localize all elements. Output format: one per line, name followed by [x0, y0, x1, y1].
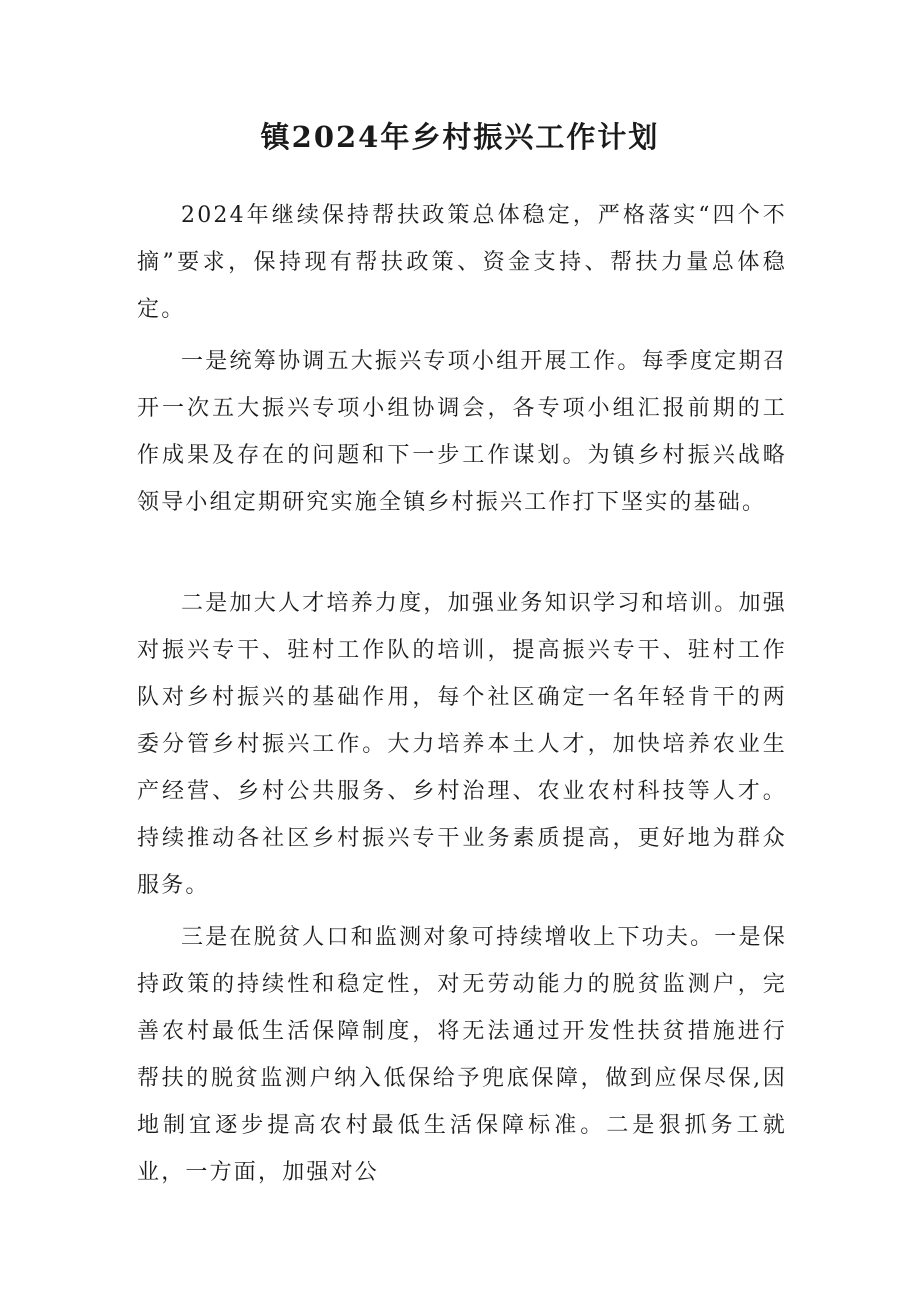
page-title: 镇2024年乡村振兴工作计划 — [260, 120, 660, 154]
paragraph-coordination: 一是统筹协调五大振兴专项小组开展工作。每季度定期召开一次五大振兴专项小组协调会，各专项小组汇报前期的工作成果及存在的问题和下一步工作谋划。为镇乡村振兴战略领导小组定期研究实施全镇乡村振兴工作打下坚实的基础。 — [137, 349, 787, 515]
paragraph-talent-training: 二是加大人才培养力度，加强业务知识学习和培训。加强对振兴专干、驻村工作队的培训，提高振兴专干、驻村工作队对乡村振兴的基础作用，每个社区确定一名年轻肯干的两委分管乡村振兴工作。大力培养本土人才，加快培养农业生产经营、乡村公共服务、乡村治理、农业农村科技等人才。持续推动各社区乡村振兴专干业务素质提高，更好地为群众服务。 — [137, 591, 787, 898]
paragraph-intro: 2024年继续保持帮扶政策总体稳定，严格落实“四个不摘”要求，保持现有帮扶政策、资金支持、帮扶力量总体稳定。 — [137, 203, 787, 322]
paragraph-income-growth: 三是在脱贫人口和监测对象可持续增收上下功夫。一是保持政策的持续性和稳定性，对无劳动能力的脱贫监测户，完善农村最低生活保障制度，将无法通过开发性扶贫措施进行帮扶的脱贫监测户纳入低保给予兜底保障，做到应保尽保,因地制宜逐步提高农村最低生活保障标准。二是狠抓务工就业，一方面，加强对公 — [137, 925, 787, 1185]
